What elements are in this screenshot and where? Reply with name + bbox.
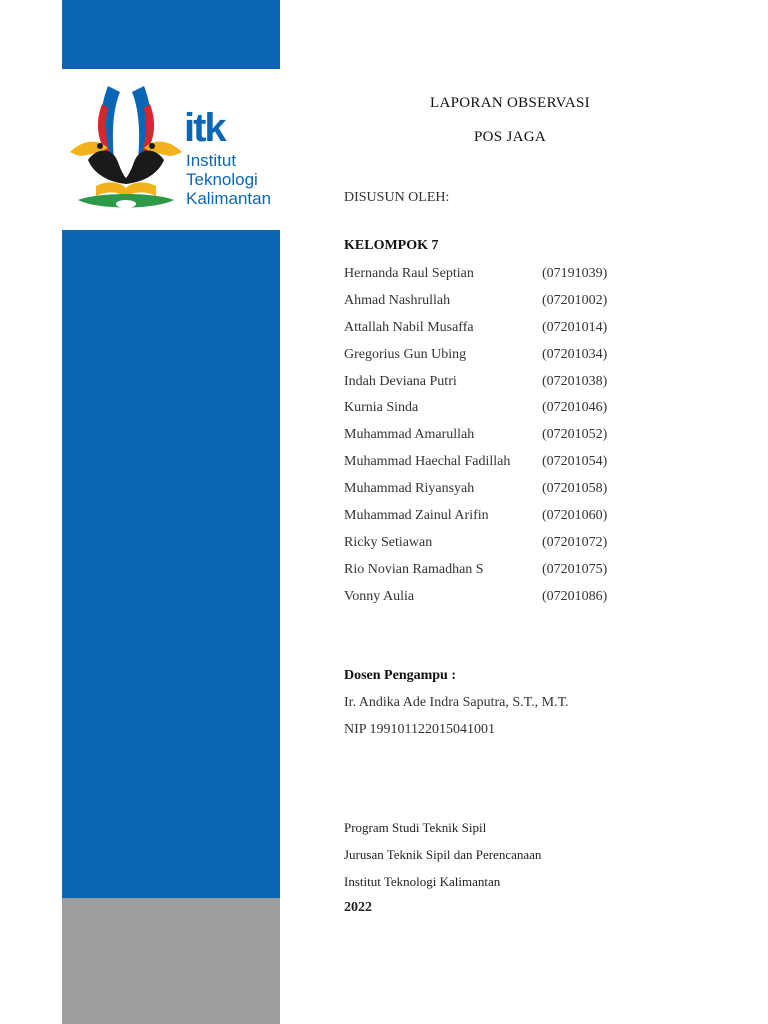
member-nim: (07201046): [542, 400, 608, 416]
member-nim: (07201075): [542, 561, 608, 577]
member-name: Rio Novian Ramadhan S: [344, 561, 484, 577]
member-name: Gregorius Gun Ubing: [344, 346, 467, 362]
member-nim: (07201086): [542, 588, 608, 604]
report-subtitle: POS JAGA: [473, 129, 546, 145]
cover-band-bottom: [62, 898, 280, 1024]
report-title: LAPORAN OBSERVASI: [430, 95, 590, 111]
member-nim: (07201054): [542, 454, 608, 470]
lecturer-name: Ir. Andika Ade Indra Saputra, S.T., M.T.: [344, 695, 569, 710]
member-nim: (07191039): [542, 266, 608, 281]
itk-emblem-icon: [68, 82, 184, 220]
department: Jurusan Teknik Sipil dan Perencanaan: [344, 847, 542, 862]
member-name: Muhammad Zainul Arifin: [344, 508, 489, 524]
report-year: 2022: [344, 900, 372, 915]
member-name: Ahmad Nashrullah: [344, 292, 451, 308]
member-nim: (07201002): [542, 292, 608, 308]
member-name: Attallah Nabil Musaffa: [344, 319, 474, 335]
logo-line-teknologi: Teknologi: [186, 170, 258, 189]
member-name: Muhammad Haechal Fadillah: [344, 454, 511, 470]
member-nim: (07201060): [542, 508, 608, 524]
lecturer-nip: NIP 199101122015041001: [344, 722, 496, 737]
member-name: Indah Deviana Putri: [344, 373, 457, 389]
member-nim: (07201058): [542, 481, 608, 497]
group-label: KELOMPOK 7: [344, 238, 439, 253]
member-nim: (07201072): [542, 534, 608, 550]
member-name: Muhammad Riyansyah: [344, 481, 475, 497]
logo-line-kalimantan: Kalimantan: [186, 189, 272, 208]
member-nim: (07201034): [542, 346, 608, 362]
member-name: Hernanda Raul Septian: [344, 266, 474, 281]
member-name: Muhammad Amarullah: [344, 427, 475, 443]
lecturer-heading: Dosen Pengampu :: [344, 668, 457, 683]
compiled-by-label: DISUSUN OLEH:: [344, 190, 450, 205]
member-nim: (07201038): [542, 373, 608, 389]
institute-name: Institut Teknologi Kalimantan: [344, 874, 501, 889]
logo-line-institut: Institut: [186, 151, 237, 170]
member-name: Ricky Setiawan: [344, 534, 433, 550]
logo-abbreviation: itk: [184, 106, 225, 150]
study-program: Program Studi Teknik Sipil: [344, 820, 487, 835]
cover-band-middle: [62, 230, 280, 898]
member-name: Kurnia Sinda: [344, 400, 419, 416]
member-name: Vonny Aulia: [344, 588, 415, 604]
cover-band-top: [62, 0, 280, 69]
member-nim: (07201052): [542, 427, 608, 443]
member-nim: (07201014): [542, 319, 608, 335]
